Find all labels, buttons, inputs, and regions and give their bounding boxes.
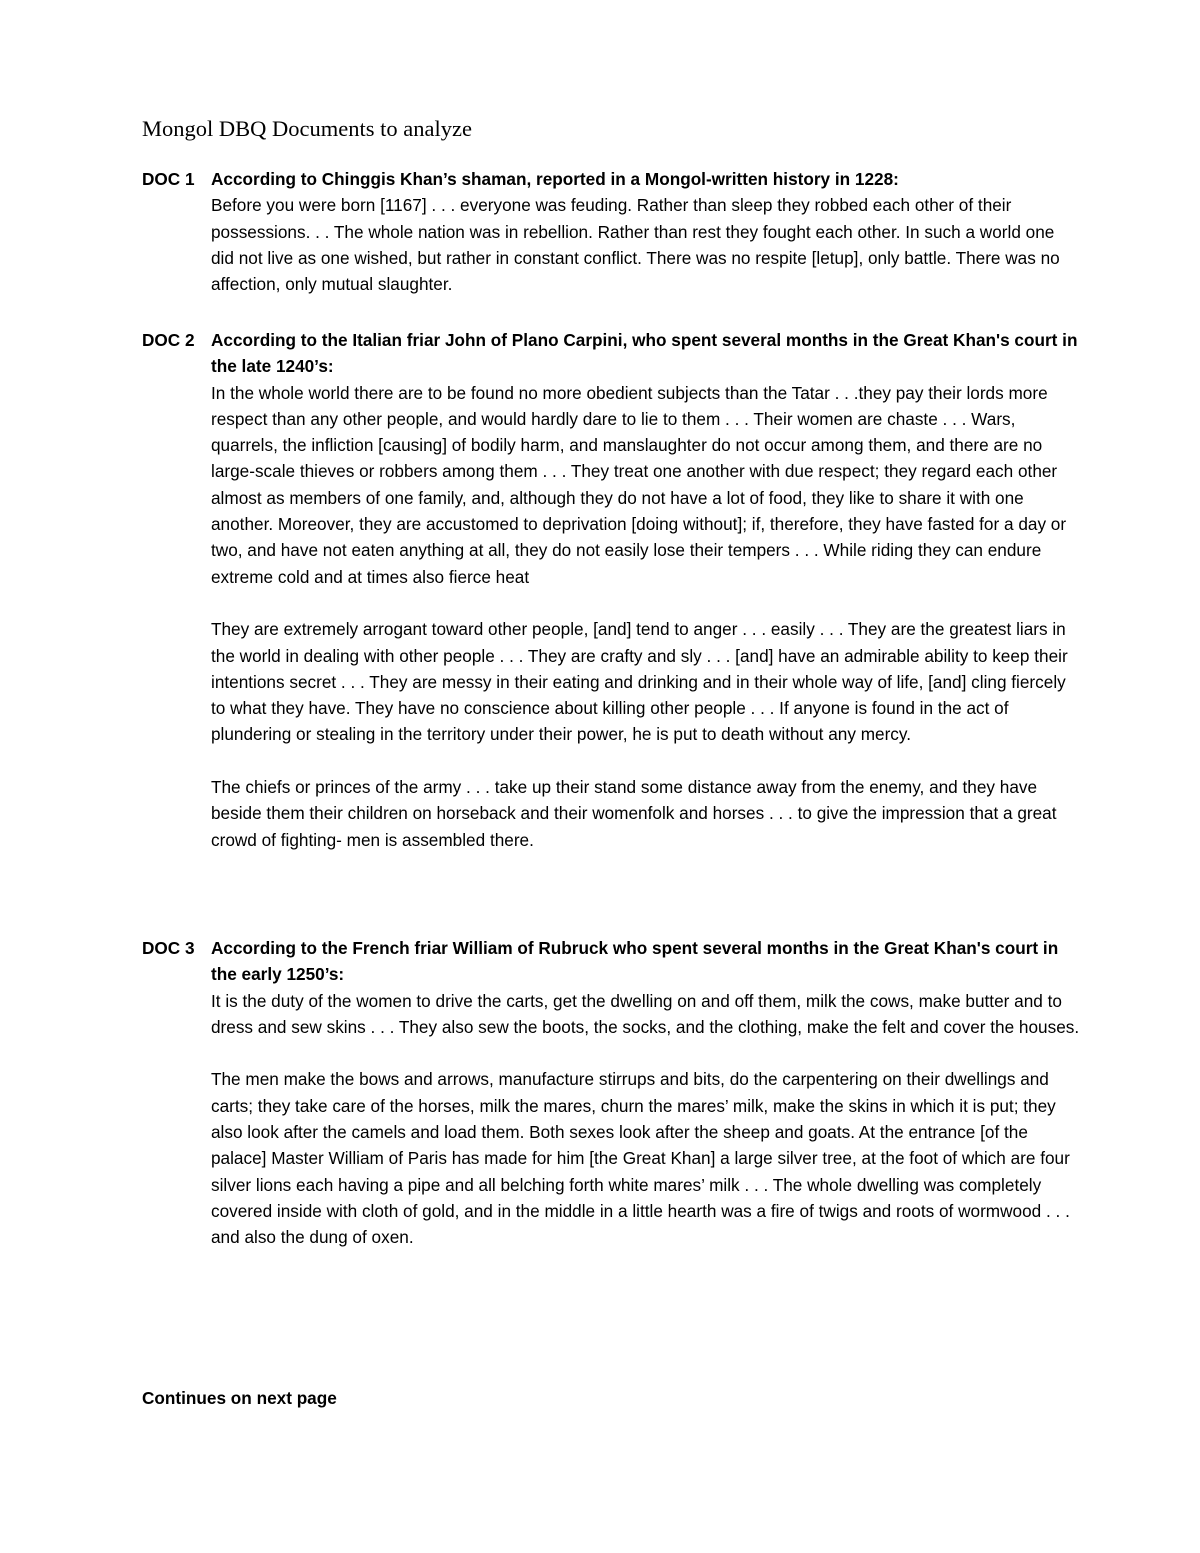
doc-heading: According to the Italian friar John of Plano Carpini, who spent several months in the Great Khan's court in the late 1240’s: [211, 330, 1078, 377]
doc-body [211, 166, 1082, 297]
continues-note: Continues on next page [142, 1388, 337, 1408]
doc-paragraph: In the whole world there are to be found no more obedient subjects than the Tatar . . .they pay their lords more respect than any other people, and would hardly dare to lie to them . . . Their women are chaste . . . Wars, quarrels, the infliction [causing] of bodily harm, and manslaughter do not occur among them, and there are no large-scale thieves or robbers among them . . . They treat one another with due respect; they regard each other almost as members of one family, and, although they do not have a lot of food, they like to share it with one another. Moreover, they are accustomed to deprivation [doing without]; if, therefore, they have fasted for a day or two, and have not eaten anything at all, they do not easily lose their tempers . . . While riding they can endure extreme cold and at times also fierce heat [211, 382, 1067, 587]
doc-label: DOC 1 [142, 169, 195, 189]
document-2 [142, 327, 1082, 853]
doc-label: DOC 3 [142, 938, 195, 958]
doc-heading: According to the French friar William of Rubruck who spent several months in the Great Khan's court in the early 1250’s: [211, 938, 1059, 985]
doc-paragraph: The chiefs or princes of the army . . . take up their stand some distance away from the enemy, and they have beside them their children on horseback and their womenfolk and horses . . . to give the impression that a great crowd of fighting- men is assembled there. [211, 777, 1057, 850]
doc-label: DOC 2 [142, 330, 195, 350]
doc-paragraph: Before you were born [1167] . . . everyone was feuding. Rather than sleep they robbed each other of their possessions. . . The whole nation was in rebellion. Rather than rest they fought each other. In such a world one did not live as one wished, but rather in constant conflict. There was no respite [letup], only battle. There was no affection, only mutual slaughter. [211, 195, 1060, 295]
doc-paragraph: They are extremely arrogant toward other people, [and] tend to anger . . . easily . . . They are the greatest liars in the world in dealing with other people . . . They are crafty and sly . . . [and] have an admirable ability to keep their intentions secret . . . They are messy in their eating and drinking and in their whole way of life, [and] cling fiercely to what they have. They have no conscience about killing other people . . . If anyone is found in the act of plundering or stealing in the territory under their power, he is put to death without any mercy. [211, 619, 1068, 745]
document-3 [142, 935, 1082, 1251]
doc-paragraph: The men make the bows and arrows, manufacture stirrups and bits, do the carpentering on their dwellings and carts; they take care of the horses, milk the mares, churn the mares’ milk, make the skins in which it is put; they also look after the camels and load them. Both sexes look after the sheep and goats. At the entrance [of the palace] Master William of Paris has made for him [the Great Khan] a large silver tree, at the foot of which are four silver lions each having a pipe and all belching forth white mares’ milk . . . The whole dwelling was completely covered inside with cloth of gold, and in the middle in a little hearth was a fire of twigs and roots of wormwood . . . and also the dung of oxen. [211, 1069, 1070, 1248]
doc-body [211, 935, 1082, 1251]
doc-heading: According to Chinggis Khan’s shaman, reported in a Mongol-written history in 1228: [211, 169, 899, 189]
doc-body [211, 327, 1082, 853]
document-1 [142, 166, 1082, 297]
page-title: Mongol DBQ Documents to analyze [142, 116, 472, 141]
doc-paragraph: It is the duty of the women to drive the carts, get the dwelling on and off them, milk the cows, make butter and to dress and sew skins . . . They also sew the boots, the socks, and the clothing, make the felt and cover the houses. [211, 990, 1080, 1037]
